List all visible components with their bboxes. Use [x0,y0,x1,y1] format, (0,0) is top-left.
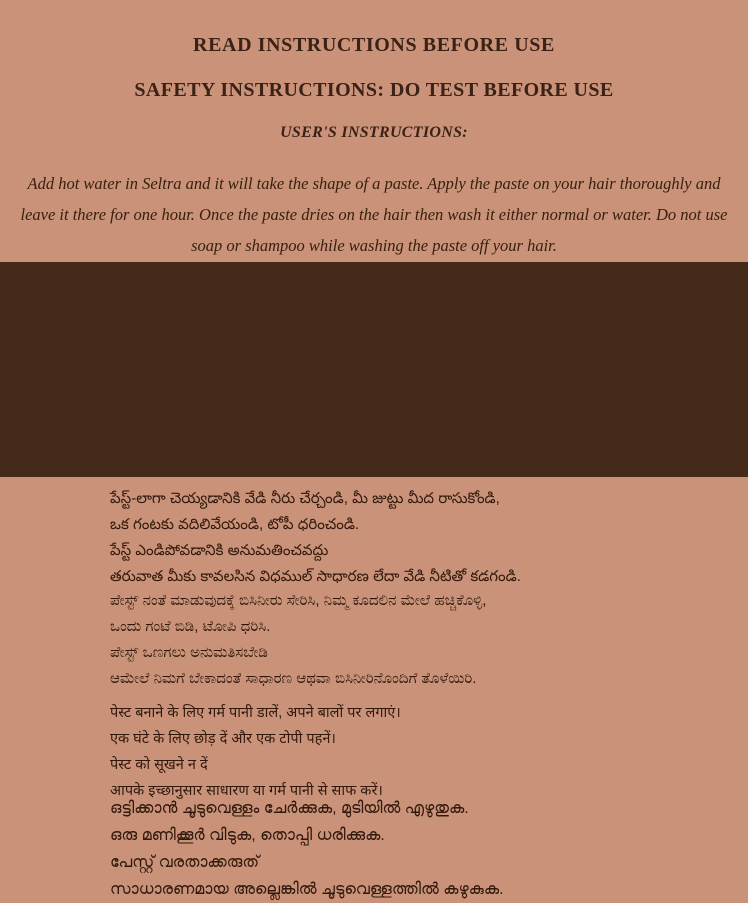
hindi-line-3: पेस्ट को सूखने न दें [110,757,208,773]
hindi-line-1: पेस्ट बनाने के लिए गर्म पानी डालें, अपने बालों पर लगाएं। [110,705,401,721]
malayalam-line-3: പേസ്റ്റ് വരതാക്കരുത് [110,854,260,871]
telugu-instructions-section [0,486,748,590]
hindi-line-4: आपके इच्छानुसार साधारण या गर्म पानी से साफ करें। [110,783,383,799]
telugu-line-3: పేస్ట్ ఎండిపోవడానికి అనుమతించవద్దు [110,542,329,559]
heading-safety-instructions: SAFETY INSTRUCTIONS: DO TEST BEFORE USE [134,79,614,101]
kannada-instructions-section [0,588,748,692]
telugu-line-1: పేస్ట్-లాగా చెయ్యడానికి వేడి నీరు చేర్చండి, మీ జుట్టు మీద రాసుకోండి, [110,490,500,507]
malayalam-line-2: ഒരു മണിക്കൂർ വിടുക, തൊപ്പി ധരിക്കുക. [110,827,385,844]
kannada-line-2: ಒಂದು ಗಂಟೆ ಬಿಡಿ, ಟೋಪಿ ಧರಿಸಿ. [110,618,271,635]
english-instructions-section [0,0,748,261]
telugu-line-4: తరువాత మీకు కావలసిన విధముల్ సాధారణ లేదా వేడి నీటితో కడగండి. [110,568,521,585]
hindi-line-2: एक घंटे के लिए छोड़ दें और एक टोपी पहनें। [110,731,336,747]
heading-users-instructions: USER'S INSTRUCTIONS: [280,124,468,141]
kannada-line-4: ಆಮೇಲೆ ನಿಮಗೆ ಬೇಕಾದಂತೆ ಸಾಧಾರಣ ಆಥವಾ ಬಿಸಿನೀರಿನೊಂದಿಗೆ ತೊಳೆಯಿರಿ. [110,670,477,687]
english-instructions-text: Add hot water in Seltra and it will take the shape of a paste. Apply the paste on your hair thoroughly and leave it there for one hour. Once the paste dries on the hair then wash it either normal or water. Do not use soap or shampoo while washing the paste off your hair. [20,174,728,255]
malayalam-line-1: ഒട്ടിക്കാൻ ചൂടുവെള്ളം ചേർക്കുക, മുടിയിൽ എഴുതുക. [110,800,469,817]
dark-band-divider [0,262,748,477]
kannada-line-1: ಪೇಸ್ಟ್ ನಂತೆ ಮಾಡುವುದಕ್ಕೆ ಬಿಸಿನೀರು ಸೇರಿಸಿ, ನಿಮ್ಮ ಕೂದಲಿನ ಮೇಲೆ ಹಚ್ಚಿಕೊಳ್ಳಿ, [110,592,487,609]
heading-read-instructions: READ INSTRUCTIONS BEFORE USE [193,34,555,56]
kannada-line-3: ಪೇಸ್ಟ್ ಒಣಗಲು ಅನುಮತಿಸಬೇಡಿ [110,644,268,661]
malayalam-instructions-section [0,795,748,903]
telugu-line-2: ఒక గంటకు వదిలివేయండి, టోపీ ధరించండి. [110,516,360,533]
malayalam-line-4: സാധാരണമായ അല്ലെങ്കിൽ ചൂടുവെള്ളത്തിൽ കഴുകുക. [110,881,504,898]
hindi-instructions-section [0,700,748,804]
